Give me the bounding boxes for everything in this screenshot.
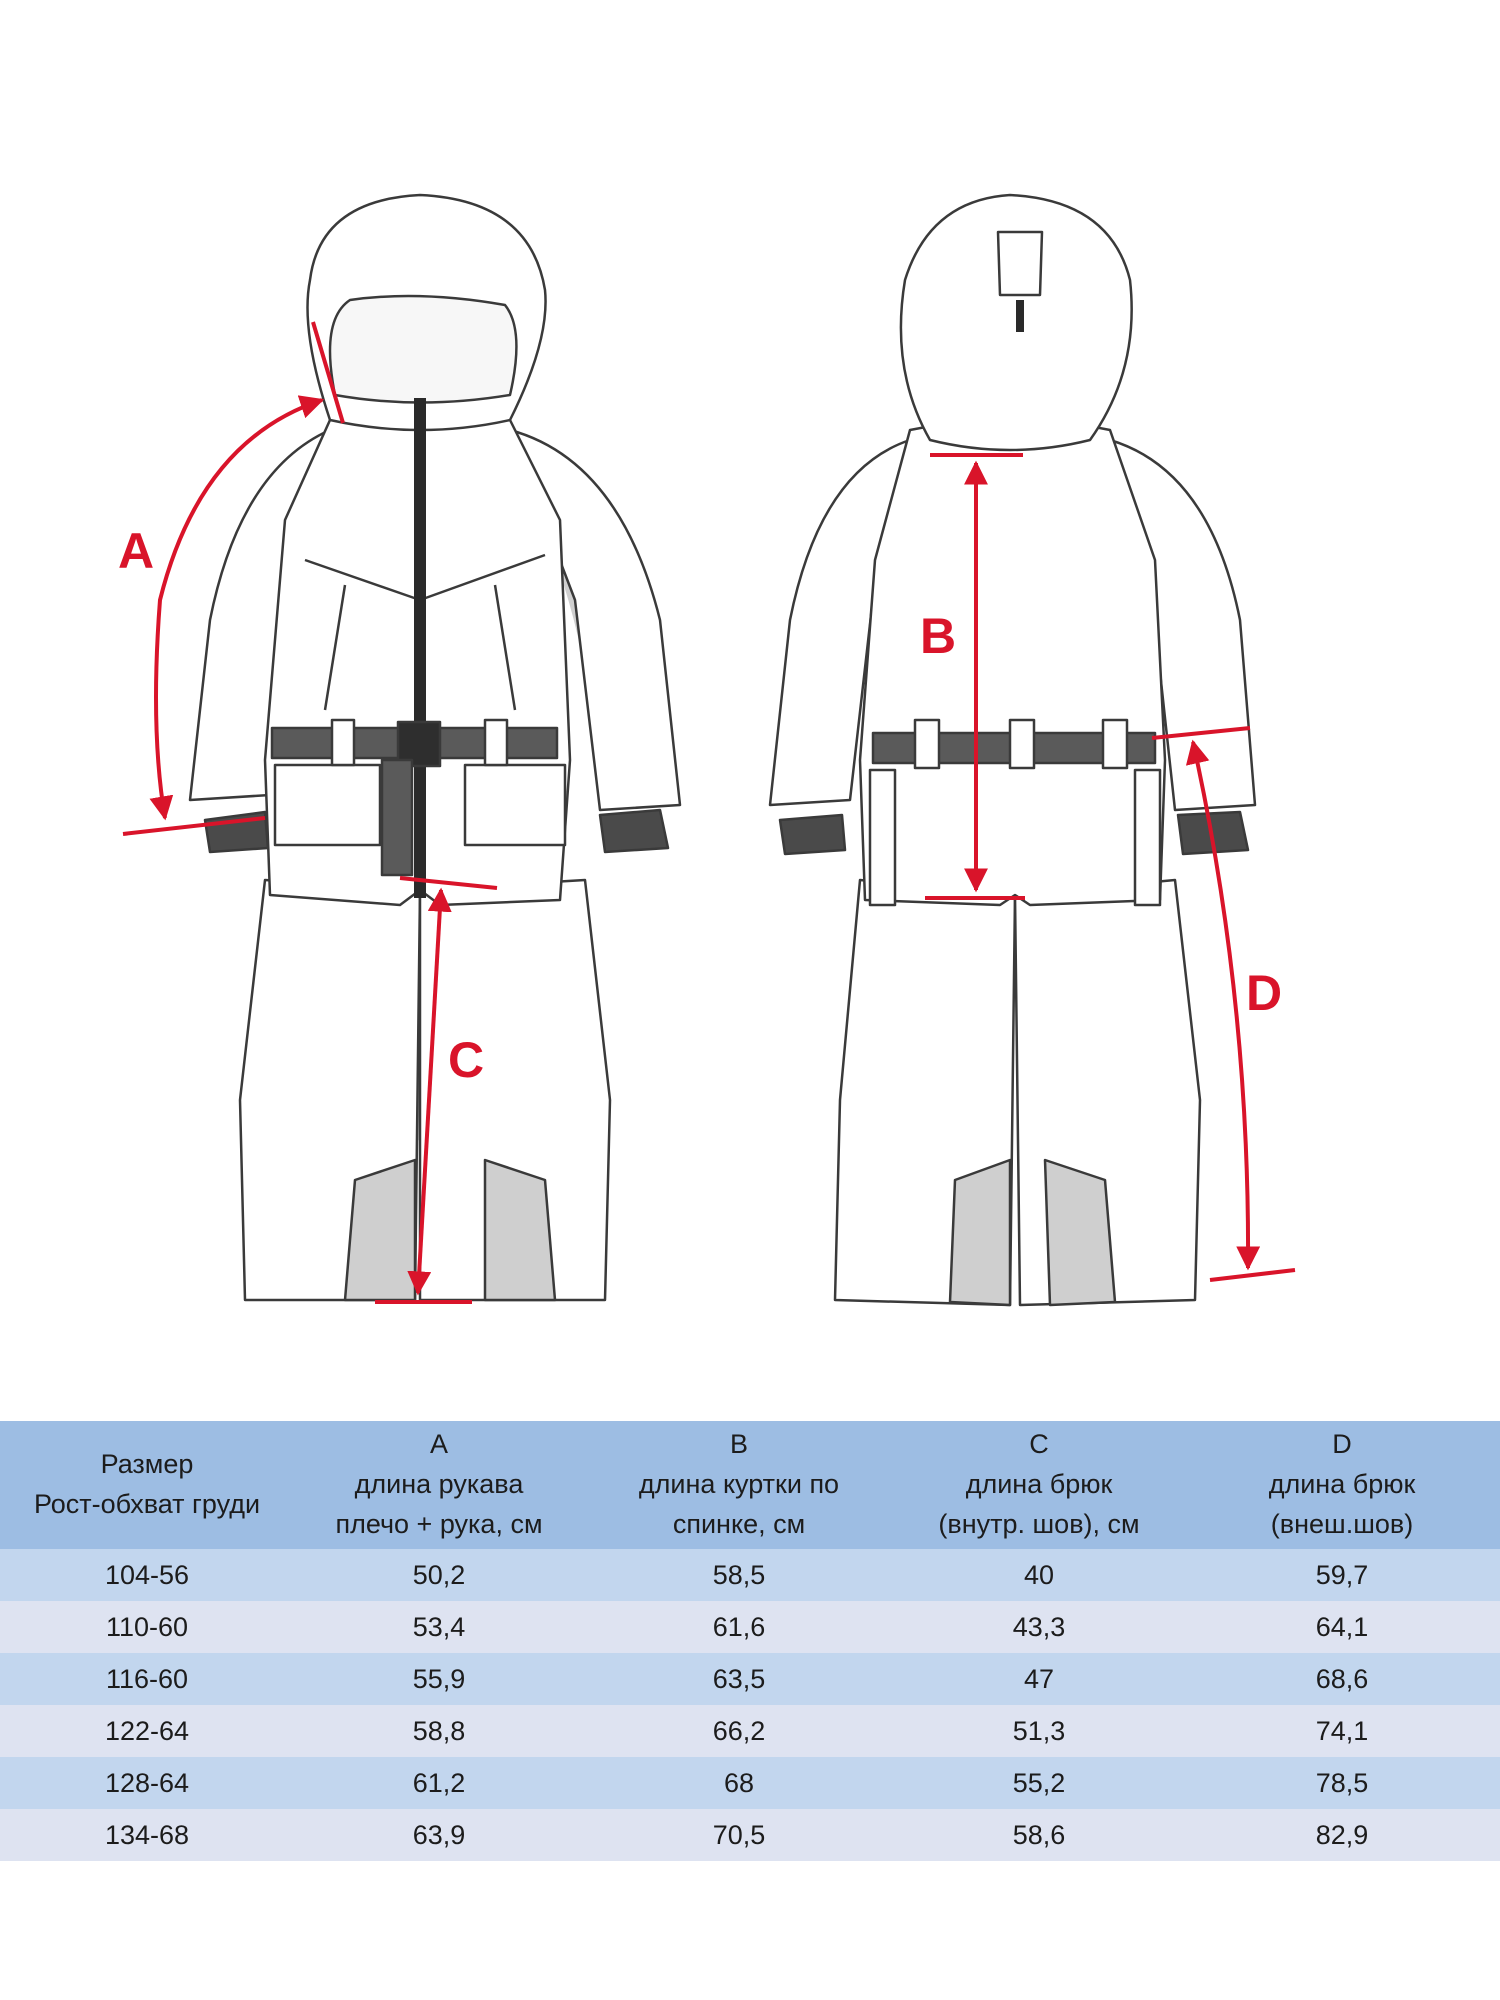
front-zipper (414, 398, 426, 898)
front-hood-opening (330, 296, 516, 403)
front-right-pocket (465, 765, 565, 845)
front-leg-panel-right (485, 1160, 555, 1300)
cell-b: 63,5 (584, 1653, 894, 1705)
front-left-pocket (275, 765, 380, 845)
measure-c-label: C (448, 1032, 485, 1088)
cell-a: 63,9 (294, 1809, 584, 1861)
table-row (0, 1653, 1500, 1705)
table-row (0, 1601, 1500, 1653)
header-b (584, 1421, 894, 1549)
table-row (0, 1549, 1500, 1601)
header-b-line-1: длина куртки по (638, 1469, 840, 1499)
cell-size: 122-64 (0, 1705, 294, 1757)
header-c (894, 1421, 1184, 1549)
header-d-line-2: (внеш.шов) (1270, 1509, 1414, 1539)
cell-d: 64,1 (1184, 1601, 1500, 1653)
header-c-line-2: (внутр. шов), см (938, 1509, 1140, 1539)
back-belt-loop-2 (1010, 720, 1034, 768)
cell-d: 78,5 (1184, 1757, 1500, 1809)
table-row (0, 1757, 1500, 1809)
cell-c: 47 (894, 1653, 1184, 1705)
cell-a: 58,8 (294, 1705, 584, 1757)
header-d-line-1: длина брюк (1268, 1469, 1416, 1499)
cell-size: 104-56 (0, 1549, 294, 1601)
measure-b-label: B (920, 608, 957, 664)
cell-d: 74,1 (1184, 1705, 1500, 1757)
cell-c: 51,3 (894, 1705, 1184, 1757)
size-table (0, 1421, 1500, 1861)
cell-a: 53,4 (294, 1601, 584, 1653)
cell-a: 50,2 (294, 1549, 584, 1601)
back-belt-loop-1 (915, 720, 939, 768)
back-hood-tab-strap (1016, 300, 1024, 332)
table-row (0, 1705, 1500, 1757)
table-row (0, 1809, 1500, 1861)
cell-c: 40 (894, 1549, 1184, 1601)
cell-a: 61,2 (294, 1757, 584, 1809)
cell-size: 128-64 (0, 1757, 294, 1809)
back-torso (860, 420, 1165, 905)
cell-c: 43,3 (894, 1601, 1184, 1653)
cell-b: 61,6 (584, 1601, 894, 1653)
back-left-cuff (780, 815, 845, 854)
front-view (190, 195, 680, 1300)
header-size (0, 1421, 294, 1549)
header-c-letter: C (1029, 1429, 1049, 1459)
front-belt-strap (382, 760, 412, 875)
cell-size: 110-60 (0, 1601, 294, 1653)
header-b-line-2: спинке, см (672, 1509, 806, 1539)
cell-a: 55,9 (294, 1653, 584, 1705)
cell-size: 134-68 (0, 1809, 294, 1861)
cell-d: 59,7 (1184, 1549, 1500, 1601)
header-b-letter: B (729, 1429, 748, 1459)
measure-d-label: D (1246, 965, 1283, 1021)
header-size-line-1: Размер (100, 1449, 194, 1479)
header-a-letter: A (429, 1429, 448, 1459)
cell-size: 116-60 (0, 1653, 294, 1705)
back-left-pocket (870, 770, 895, 905)
header-a-line-2: плечо + рука, см (335, 1509, 543, 1539)
back-belt-loop-3 (1103, 720, 1127, 768)
front-leg-panel-left (345, 1160, 415, 1300)
cell-b: 58,5 (584, 1549, 894, 1601)
measure-d-bottom-tick (1210, 1270, 1295, 1280)
cell-b: 68 (584, 1757, 894, 1809)
header-c-line-1: длина брюк (965, 1469, 1113, 1499)
size-table-header-row (0, 1421, 1500, 1549)
back-leg-panel-left (950, 1160, 1010, 1305)
header-a-line-1: длина рукава (354, 1469, 524, 1499)
cell-c: 58,6 (894, 1809, 1184, 1861)
cell-d: 68,6 (1184, 1653, 1500, 1705)
back-leg-panel-right (1045, 1160, 1115, 1305)
header-d (1184, 1421, 1500, 1549)
cell-d: 82,9 (1184, 1809, 1500, 1861)
measure-a-label: A (118, 523, 155, 579)
header-a (294, 1421, 584, 1549)
front-belt-loop-right (485, 720, 507, 765)
header-d-letter: D (1332, 1429, 1352, 1459)
cell-b: 70,5 (584, 1809, 894, 1861)
front-belt-loop-left (332, 720, 354, 765)
back-hood-tab (998, 232, 1042, 295)
back-right-pocket (1135, 770, 1160, 905)
header-size-line-2: Рост-обхват груди (33, 1489, 261, 1519)
back-view (770, 195, 1255, 1305)
front-right-cuff (600, 810, 668, 852)
cell-c: 55,2 (894, 1757, 1184, 1809)
cell-b: 66,2 (584, 1705, 894, 1757)
